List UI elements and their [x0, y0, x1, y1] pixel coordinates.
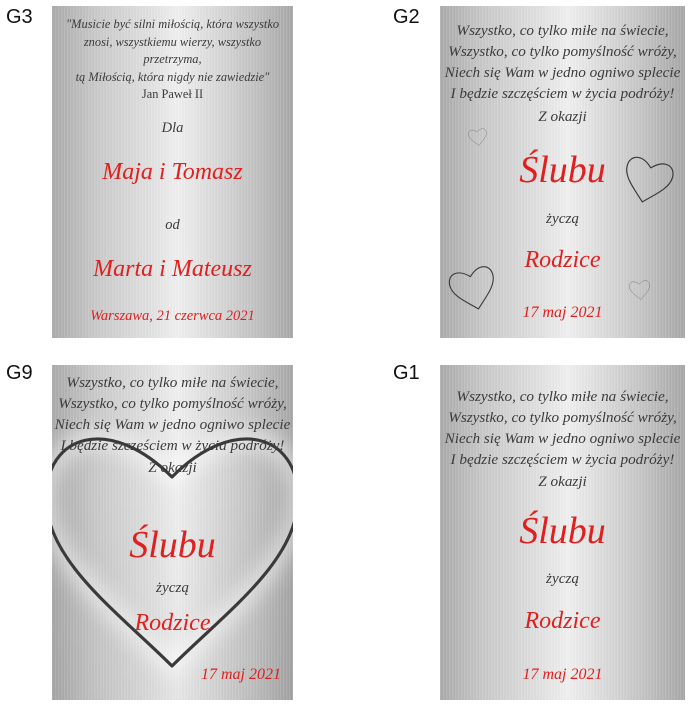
plate-g1[interactable] [440, 365, 685, 700]
date-label: 17 maj 2021 [522, 304, 603, 321]
quote-author: Jan Paweł II [141, 87, 204, 101]
verse-line: Niech się Wam w jedno ogniwo splecie [444, 64, 681, 81]
from-signature: Rodzice [134, 610, 211, 636]
place-date: Warszawa, 21 czerwca 2021 [90, 308, 255, 324]
event-title: Ślubu [129, 524, 216, 566]
wish-label: życzą [546, 210, 579, 227]
verse-line: I będzie szczęściem w życia podróży! [450, 85, 675, 102]
event-title: Ślubu [519, 510, 606, 552]
occasion-label: Z okazji [538, 108, 587, 125]
recipients-name: Maja i Tomasz [102, 159, 243, 185]
verse-line: Wszystko, co tylko miłe na świecie, [456, 22, 669, 39]
verse-line: Niech się Wam w jedno ogniwo splecie [54, 416, 291, 433]
from-signature: Rodzice [524, 247, 601, 273]
quote-line: "Musicie być silni miłością, która wszystko [65, 17, 280, 31]
event-title: Ślubu [519, 149, 606, 191]
quote-line: tą Miłością, która nigdy nie zawiedzie" [75, 69, 270, 84]
dla-label: Dla [161, 120, 184, 136]
od-label: od [165, 217, 180, 233]
wish-label: życzą [546, 570, 579, 587]
verse-line: I będzie szczęściem w życia podróży! [60, 437, 285, 454]
plate-label-g2: G2 [393, 6, 420, 28]
date-label: 17 maj 2021 [201, 666, 281, 683]
plate-g3[interactable] [52, 6, 293, 338]
plate-label-g9: G9 [6, 362, 33, 384]
verse-line: Wszystko, co tylko miłe na świecie, [66, 374, 279, 391]
heart-icon [468, 128, 488, 147]
senders-name: Marta i Mateusz [93, 256, 252, 282]
quote-line: znosi, wszystkiemu wierzy, wszystko [83, 34, 262, 49]
verse-line: Wszystko, co tylko pomyślność wróży, [58, 395, 287, 412]
plate-label-g1: G1 [393, 362, 420, 384]
plate-g9[interactable] [52, 365, 293, 700]
quote-line: przetrzyma, [143, 52, 202, 66]
wish-label: życzą [156, 579, 189, 596]
plate-g2[interactable] [440, 6, 685, 338]
heart-icon [629, 280, 651, 300]
verse-line: Wszystko, co tylko pomyślność wróży, [448, 409, 677, 426]
verse-line: Wszystko, co tylko pomyślność wróży, [448, 43, 677, 60]
occasion-label: Z okazji [148, 459, 197, 476]
plate-label-g3: G3 [6, 6, 33, 28]
verse-line: I będzie szczęściem w życia podróży! [450, 451, 675, 468]
occasion-label: Z okazji [538, 473, 587, 490]
from-signature: Rodzice [524, 608, 601, 634]
verse-line: Wszystko, co tylko miłe na świecie, [456, 388, 669, 405]
date-label: 17 maj 2021 [522, 666, 603, 683]
verse-line: Niech się Wam w jedno ogniwo splecie [444, 430, 681, 447]
